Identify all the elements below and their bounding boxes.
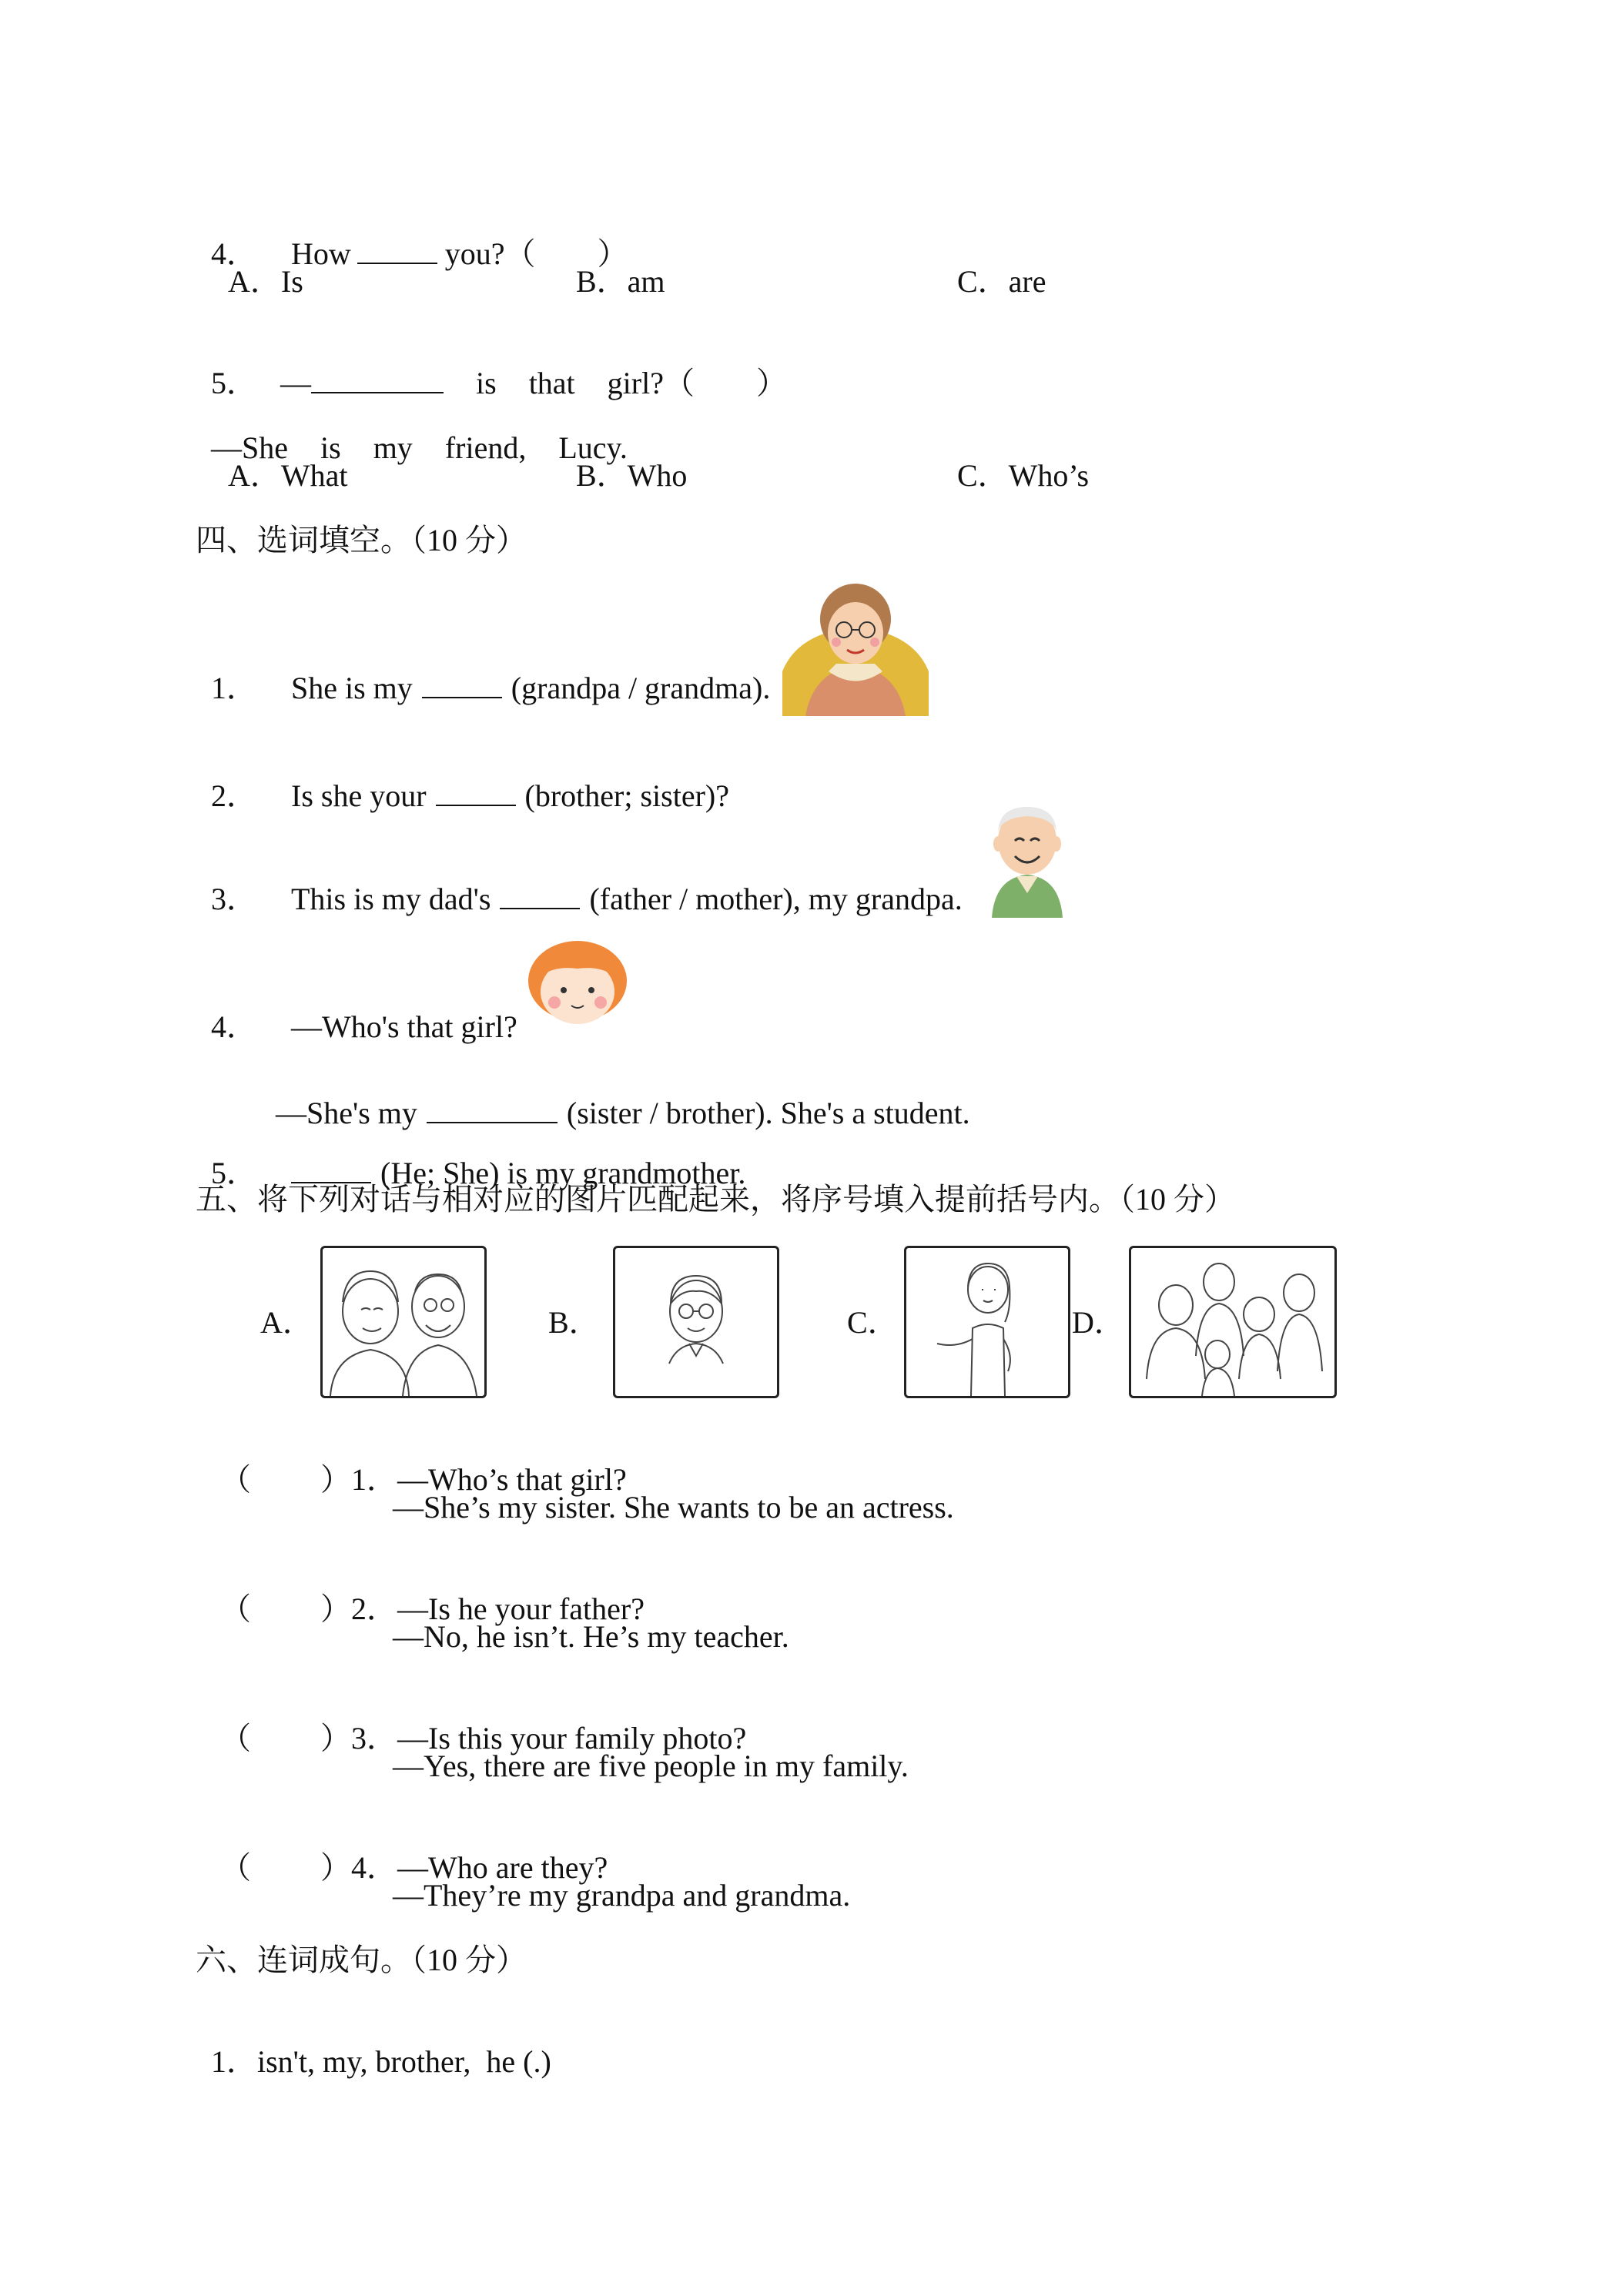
answer-word: is: [320, 430, 341, 465]
q3-4-option-c[interactable]: C．are: [957, 264, 1046, 299]
q3-4-line: [196, 199, 628, 273]
question-number: 4．: [351, 1850, 397, 1885]
question-number: 5．: [211, 366, 257, 400]
grandma-picture: [782, 579, 929, 716]
grandpa-picture: [987, 801, 1067, 918]
s4-item-3: [196, 844, 963, 918]
question-text: Is she your: [291, 778, 427, 813]
question-number: 3．: [211, 882, 257, 916]
answer-blank[interactable]: [311, 366, 444, 393]
question-word: is: [476, 366, 497, 400]
s4-item-2: [196, 741, 729, 815]
question-number: 1．: [211, 2044, 257, 2079]
answer-bracket-close: ）: [320, 1591, 351, 1626]
answer-word: —She: [211, 430, 288, 465]
answer-word: Lucy.: [558, 430, 628, 465]
question-text: (He; She) is my grandmother.: [380, 1156, 746, 1190]
picture-a-grandparents: [320, 1246, 487, 1398]
section6-title: 六、连词成句。（10 分）: [196, 1943, 527, 1977]
picture-b-teacher: [613, 1246, 779, 1398]
question-number: 2．: [351, 1591, 397, 1626]
answer-word: friend,: [444, 430, 527, 465]
question-word: that: [528, 366, 575, 400]
s5-dialog-1-a: —She’s my sister. She wants to be an actress.: [393, 1490, 954, 1525]
answer-bracket-close: ）: [755, 366, 787, 400]
answer-blank[interactable]: [500, 882, 580, 909]
s4-item-1: [196, 633, 770, 707]
dialog-question: —Is he your father?: [397, 1591, 645, 1626]
answer-bracket-open: （: [220, 1721, 251, 1755]
question-number: 4．: [211, 1009, 257, 1044]
question-text: —She's my: [276, 1096, 417, 1130]
question-text: you?（: [444, 236, 536, 271]
s6-item-1: [196, 2006, 551, 2080]
q3-4-option-a[interactable]: A．Is: [228, 264, 303, 299]
answer-bracket-close: ）: [320, 1462, 351, 1497]
picture-label-d: D．: [1072, 1305, 1125, 1340]
q3-5-answer-line: [196, 393, 628, 467]
question-text: This is my dad's: [291, 882, 491, 916]
question-text: (sister / brother). She's a student.: [566, 1096, 970, 1130]
question-number: 3．: [351, 1721, 397, 1755]
answer-blank[interactable]: [422, 671, 502, 698]
girl-picture: [524, 938, 631, 1027]
section4-title: 四、选词填空。（10 分）: [196, 523, 527, 557]
dialog-question: —Is this your family photo?: [397, 1721, 747, 1755]
s5-dialog-4-q: [205, 1812, 608, 1886]
answer-blank[interactable]: [436, 778, 516, 806]
question-text: —: [280, 366, 311, 400]
question-text: isn't, my, brother, he (.): [257, 2044, 551, 2079]
answer-bracket-open: （: [220, 1462, 251, 1497]
question-text: (brother; sister)?: [524, 778, 729, 813]
picture-label-c: C．: [847, 1305, 899, 1340]
question-number: 1．: [211, 671, 257, 705]
section5-title: 五、将下列对话与相对应的图片匹配起来，将序号填入提前括号内。（10 分）: [196, 1182, 1235, 1217]
question-number: 5．: [211, 1156, 257, 1190]
s5-dialog-2-q: [205, 1554, 645, 1628]
answer-bracket-close: ）: [320, 1721, 351, 1755]
answer-bracket-close: ）: [597, 236, 628, 271]
s5-dialog-2-a: —No, he isn’t. He’s my teacher.: [393, 1619, 789, 1654]
q3-5-option-a[interactable]: A．What: [228, 458, 348, 493]
s5-dialog-4-a: —They’re my grandpa and grandma.: [393, 1878, 851, 1913]
picture-label-b: B．: [548, 1305, 600, 1340]
answer-word: my: [373, 430, 413, 465]
q3-4-option-b[interactable]: B．am: [576, 264, 665, 299]
question-number: 4．: [211, 236, 257, 271]
s5-dialog-1-q: [205, 1424, 627, 1498]
picture-d-family: [1129, 1246, 1337, 1398]
s5-dialog-3-q: [205, 1683, 746, 1757]
picture-label-a: A．: [260, 1305, 313, 1340]
question-text: —Who's that girl?: [291, 1009, 517, 1044]
question-word: girl?（: [607, 366, 695, 400]
q3-5-option-b[interactable]: B．Who: [576, 458, 688, 493]
answer-blank[interactable]: [357, 236, 437, 264]
question-text: (grandpa / grandma).: [511, 671, 771, 705]
answer-bracket-open: （: [220, 1591, 251, 1626]
q3-5-line: [196, 328, 787, 402]
answer-blank[interactable]: [291, 1156, 371, 1183]
answer-bracket-close: ）: [320, 1850, 351, 1885]
picture-c-girl: [904, 1246, 1070, 1398]
dialog-question: —Who’s that girl?: [397, 1462, 627, 1497]
q3-5-option-c[interactable]: C．Who’s: [957, 458, 1090, 493]
question-number: 2．: [211, 778, 257, 813]
question-text: (father / mother), my grandpa.: [589, 882, 963, 916]
question-text: She is my: [291, 671, 413, 705]
question-text: How: [291, 236, 351, 271]
answer-bracket-open: （: [220, 1850, 251, 1885]
s5-dialog-3-a: —Yes, there are five people in my family.: [393, 1749, 909, 1783]
s4-item-4: [196, 972, 517, 1046]
dialog-question: —Who are they?: [397, 1850, 608, 1885]
question-number: 1．: [351, 1462, 397, 1497]
